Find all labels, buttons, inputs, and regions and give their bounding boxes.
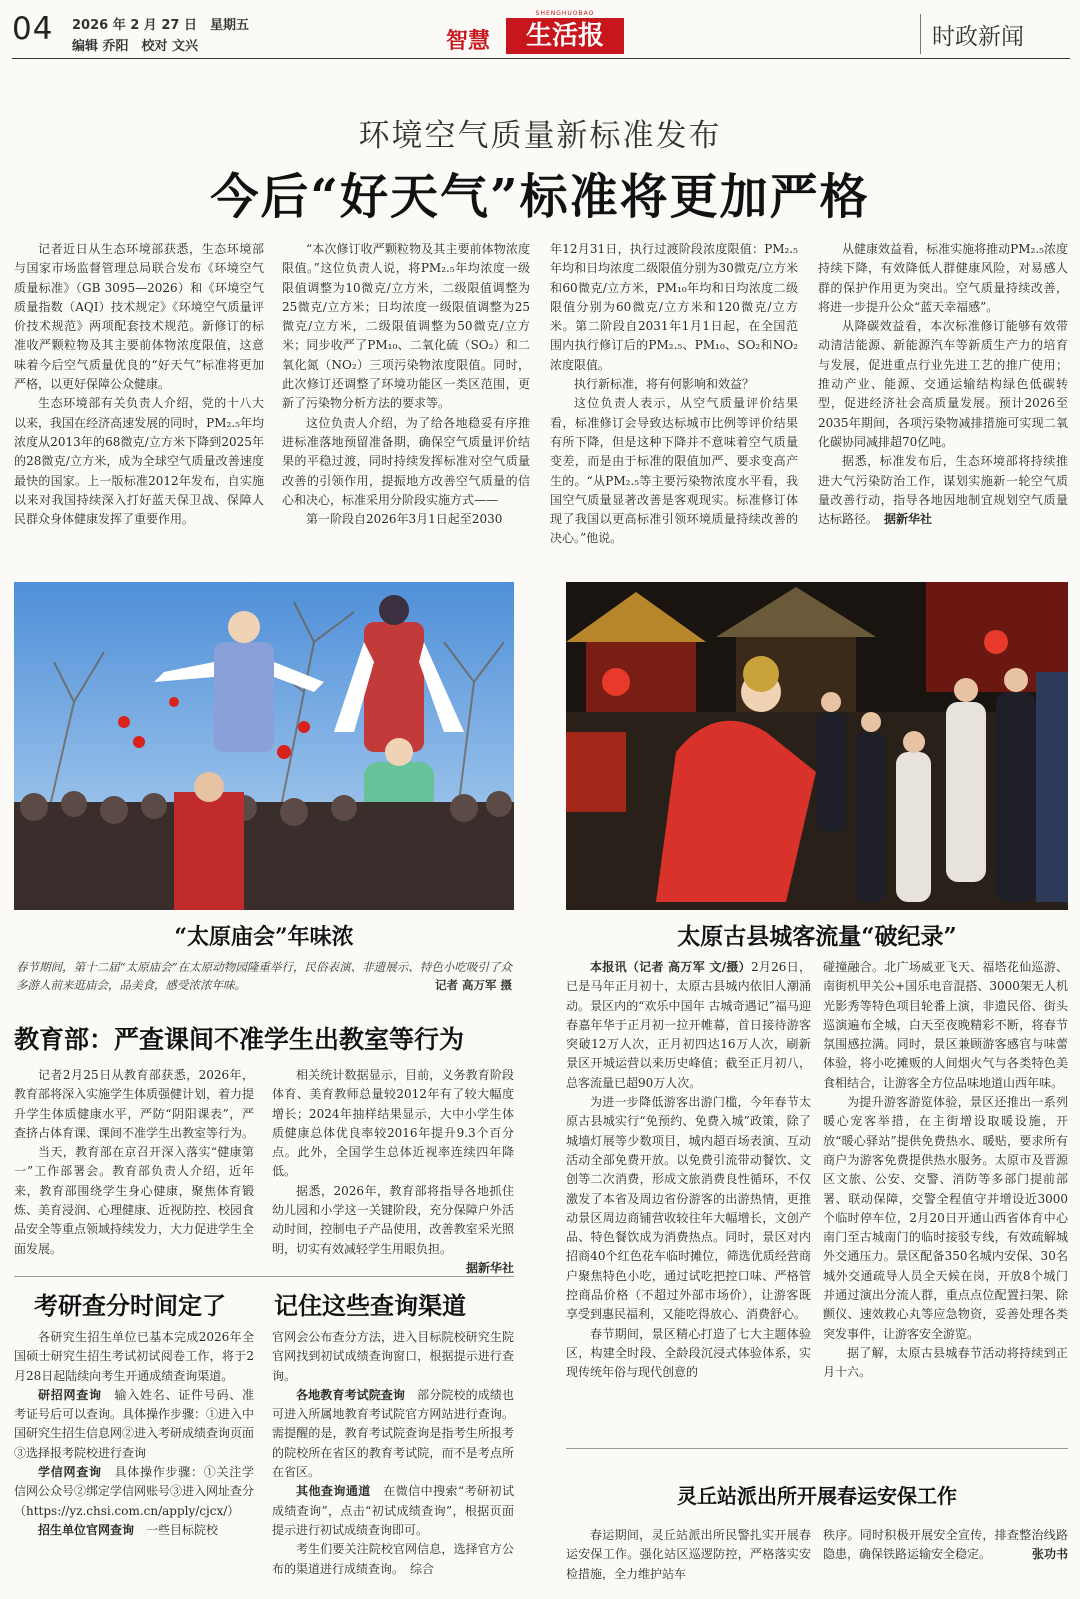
lingqiu-top-rule (566, 1448, 1068, 1449)
ancient-town-col1-p3: 春节期间，景区精心打造了七大主题体验区，构建全时段、全龄段沉浸式体验体系，实现传统年俗与现代创意的 (566, 1326, 811, 1380)
logo-subtitle: SHENGHUOBAO (535, 10, 595, 17)
kaoyan-col1-p4 (14, 1521, 254, 1540)
lead-source: 据新华社 (884, 512, 933, 527)
lead-col3-p3: 这位负责人表示，从空气质量评价结果看，标准修订会导致达标城市比例等评价结果有所下降，但是这种下降并不意味着空气质量变差，而是由于标准的限值加严、要求变高产生的。“从PM₂.₅等主要污染物浓度水平看，我国空气质量显著改善是客观现实。标准修订体现了我国以更高标准引领环境质量持续改善的决心。”他说。 (550, 396, 798, 546)
issue-editors: 编辑 乔阳 校对 文兴 (72, 39, 199, 54)
kaoyan-col1-p2-text: 输入姓名、证件号码、准考证号后可以查询。具体操作步骤：①进入中国研究生招生信息网②进入考研成绩查询页面③选择报考院校进行查询 (14, 1387, 255, 1460)
lingqiu-col1-text: 春运期间，灵丘站派出所民警扎实开展春运安保工作。强化站区巡逻防控，严格落实安检措施，全力维护站车 (566, 1528, 811, 1581)
kaoyan-col1-p3-text: 具体操作步骤：①关注学信网公众号②绑定学信网账号③进入网址查分（https://yz.chsi.com.cn/apply/cjcx/） (14, 1465, 255, 1518)
page-number: 04 (12, 11, 54, 47)
lead-col-2 (282, 240, 530, 558)
header-divider (920, 14, 921, 54)
lingqiu-author: 张功书 (1031, 1547, 1068, 1562)
kaoyan-col2-p3-lead: 其他查询通道 (296, 1484, 371, 1499)
education-col-2 (272, 1066, 514, 1275)
lead-col-3 (550, 240, 798, 558)
section-name: 时政新闻 (932, 24, 1024, 50)
kaoyan-col1-p3 (14, 1463, 254, 1521)
kaoyan-col-2 (272, 1328, 514, 1592)
ancient-town-col-2 (823, 958, 1068, 1434)
kaoyan-col1-p4-lead: 招生单位官网查询 (38, 1522, 135, 1537)
kaoyan-col-1 (14, 1328, 254, 1592)
lingqiu-col-2 (823, 1526, 1068, 1592)
kaoyan-col2-p2-text: 部分院校的成绩也可进入所属地教育考试院官方网站进行查询。需提醒的是，教育考试院查询是指考生所报考的院校所在省区的教育考试院，而不是考点所在省区。 (272, 1387, 514, 1480)
kaoyan-col1-p1-text: 各研究生招生单位已基本完成2026年全国硕士研究生招生考试初试阅卷工作，将于2月28日起陆续向考生开通成绩查询渠道。 (14, 1330, 254, 1383)
lead-col-4 (818, 240, 1068, 558)
education-headline: 教育部：严查课间不准学生出教室等行为 (14, 1025, 465, 1054)
kaoyan-top-rule (14, 1276, 514, 1277)
kaoyan-headline-left: 考研查分时间定了 (34, 1291, 226, 1320)
kaoyan-col2-p4 (272, 1540, 514, 1579)
kaoyan-col1-p4-text: 一些目标院校 (146, 1522, 219, 1537)
lead-col2-p1: “本次修订收严颗粒物及其主要前体物浓度限值。”这位负责人说，将PM₂.₅年均浓度一级限值调整为10微克/立方米，二级限值调整为25微克/立方米；日均浓度一级限值调整为25微克/立方米，二级限值调整为50微克/立方米；同步收严了PM₁₀、二氧化硫（SO₂）和二氧化氮（NO₂）三项污染物浓度限值。同时，此次修订还调整了环境功能区一类区范围，更新了污染物分析方法的要求等。 (282, 242, 530, 411)
lingqiu-col2-text: 秩序。同时积极开展安全宣传，排查整治线路隐患，确保铁路运输安全稳定。 (823, 1528, 1068, 1562)
ancient-town-col2-p1: 碰撞融合。北广场威亚飞天、福塔花仙巡游、南街机甲关公+国乐电音混搭、3000架无人机光影秀等特色项目轮番上演，非遗民俗、街头巡演遍布全城，白天至夜晚精彩不断，将春节氛围感拉满。同时，景区兼顾游客感官与味蕾体验，将小吃摊贩的人间烟火气与各类特色美食相结合，让游客全方位品味地道山西年味。 (823, 960, 1068, 1090)
kaoyan-col2-p4-text: 考生们要关注院校官网信息，选择官方公布的渠道进行成绩查询。 综合 (272, 1542, 514, 1576)
kaoyan-col1-p2-lead: 研招网查询 (38, 1387, 102, 1402)
education-col2-p1: 相关统计数据显示，目前，义务教育阶段体育、美育教师总量较2012年有了较大幅度增长；2024年抽样结果显示，大中小学生体质健康总体优良率较2016年提升9.3个百分点。此外，全国学生总体近视率连续四年降低。 (272, 1068, 514, 1179)
ancient-town-illustration (566, 582, 1068, 910)
kaoyan-col2-p2 (272, 1386, 514, 1482)
ancient-town-title: 太原古县城客流量“破纪录” (677, 923, 957, 950)
lead-col2-p2: 这位负责人介绍，为了给各地稳妥有序推进标准落地预留准备期，确保空气质量评价结果的平稳过渡，同时持续发挥标准对空气质量改善的引领作用，提振地方改善空气质量的信心和决心，标准采用分阶段实施方式—— (282, 415, 530, 507)
ancient-town-col1-p1-text: 2月26日，已是马年正月初十，太原古县城内依旧人潮涌动。景区内的“欢乐中国年 古城奇遇记”福马迎春嘉年华于正月初一拉开帷幕，首日接待游客突破12万人次，正月初四达16万人次，刷新景区开城运营以来历史峰值；截至正月初八，总客流量已超90万人次。 (566, 960, 811, 1090)
temple-fair-illustration (14, 582, 514, 910)
education-col1-p2: 当天，教育部在京召开深入落实“健康第一”工作部署会。教育部负责人介绍，近年来，教育部围绕学生身心健康，聚焦体育锻炼、美育浸润、心理健康、近视防控、校园食品安全等重点领域持续发力，大力促进学生全面发展。 (14, 1145, 255, 1256)
lingqiu-title: 灵丘站派出所开展春运安保工作 (677, 1484, 957, 1508)
kaoyan-col2-p2-lead: 各地教育考试院查询 (296, 1387, 406, 1402)
lead-col1-p1: 记者近日从生态环境部获悉，生态环境部与国家市场监督管理总局联合发布《环境空气质量标准》（GB 3095—2026）和《环境空气质量指数（AQI）技术规定》《环境空气质量评价技术规范》两项配套技术规范。新修订的标准收严颗粒物及其主要前体物浓度限值，这意味着今后空气质量优良的“好天气”标准将更加严格，以更好保障公众健康。 (14, 242, 264, 392)
lead-col-1 (14, 240, 264, 558)
education-source: 据新华社 (465, 1260, 514, 1275)
temple-fair-credit: 记者 高万军 摄 (434, 978, 512, 992)
ancient-town-photo (566, 582, 1068, 910)
lead-col2-p3: 第一阶段自2026年3月1日起至2030 (306, 512, 503, 527)
temple-fair-photo (14, 582, 514, 910)
ancient-town-col1-p2: 为进一步降低游客出游门槛，今年春节太原古县城实行“免预约、免费入城”政策，除了城墙灯展等少数项目，城内超百场表演、互动活动全部免费开放。以免费引流带动餐饮、文创等二次消费，形成文旅消费良性循环，不仅激发了本省及周边省份游客的出游热情，更推动景区周边商铺营收较往年大幅增长，文创产品、特色餐饮成为消费热点。同时，景区对内招商40个红色花车临时摊位，筛选优质经营商户聚焦特色小吃，通过试吃把控口味、严格管控商品价格（不超过外部市场价），让游客既享受到惠民福利，又能吃得放心、消费舒心。 (566, 1095, 811, 1322)
ancient-town-col2-p2: 为提升游客游览体验，景区还推出一系列暖心宠客举措，在主街增设取暖设施，开放“暖心驿站”提供免费热水、暖贴，要求所有商户为游客免费提供热水服务。太原市及晋源区文旅、公安、交警、消防等多部门提前部署、联动保障，交警全程值守并增设近3000个临时停车位，2月20日开通山西省体育中心南门至古城南门的临时接驳专线，有效疏解城外交通压力。景区配备350名城内安保、30名城外交通疏导人员全天候在岗，开放8个城门并通过演出分流人群，重点点位配置扫架、除颤仪、速效救心丸等应急物资，妥善处理各类突发事件，让游客安全游览。 (823, 1095, 1068, 1341)
kaoyan-col2-p1 (272, 1328, 514, 1386)
lead-col4-p1: 从健康效益看，标准实施将推动PM₂.₅浓度持续下降，有效降低人群健康风险，对易感人群的保护作用更为突出。空气质量持续改善，将进一步提升公众“蓝天幸福感”。 (818, 242, 1068, 314)
header-rule (12, 58, 1070, 59)
kaoyan-col1-p1 (14, 1328, 254, 1386)
kaoyan-headline-right: 记住这些查询渠道 (274, 1291, 466, 1320)
lead-col3-p1: 年12月31日，执行过渡阶段浓度限值：PM₂.₅年均和日均浓度二级限值分别为30微克/立方米和60微克/立方米，PM₁₀年均和日均浓度二级限值分别为60微克/立方米和120微克/立方米。第二阶段自2031年1月1日起，在全国范围内执行修订后的PM₂.₅、PM₁₀、SO₂和NO₂浓度限值。 (550, 242, 798, 372)
education-col-1 (14, 1066, 254, 1262)
masthead-logo (446, 10, 636, 56)
ancient-town-col-1 (566, 958, 811, 1434)
kaoyan-col2-p1-text: 官网会公布查分方法，进入目标院校研究生院官网找到初试成绩查询窗口，根据提示进行查询。 (272, 1330, 514, 1383)
lingqiu-col-1 (566, 1526, 811, 1592)
logo-prefix: 智慧 (446, 29, 491, 54)
lead-col4-p2: 从降碳效益看，本次标准修订能够有效带动清洁能源、新能源汽车等新质生产力的培育与发展，促进重点行业先进工艺的推广使用；推动产业、能源、交通运输结构绿色低碳转型，促进经济社会高质量发展。预计2026至2035年期间，各项污染物减排措施可实现二氧化碳协同减排超70亿吨。 (818, 319, 1068, 449)
kaoyan-col2-p3 (272, 1482, 514, 1540)
ancient-town-col1-p1 (566, 958, 811, 1093)
lead-col4-p3-text: 据悉，标准发布后，生态环境部将持续推进大气污染防治工作，谋划实施新一轮空气质量改善行动，指导各地因地制宜规划空气质量达标路径。 (818, 454, 1068, 527)
lead-col4-p3 (818, 452, 1068, 529)
logo-seal: 生活报 (506, 18, 624, 54)
education-col1-p1: 记者2月25日从教育部获悉，2026年，教育部将深入实施学生体质强健计划，着力提升学生体质健康水平，严防“阴阳课表”，严查挤占体育课、课间不准学生出教室等行为。 (14, 1068, 255, 1140)
education-col2-p2: 据悉，2026年，教育部将指导各地抓住幼儿园和小学这一关键阶段，充分保障户外活动时间，控制电子产品使用，改善教室采光照明，切实有效减轻学生用眼负担。 (272, 1183, 514, 1256)
kaoyan-col1-p3-lead: 学信网查询 (38, 1465, 102, 1480)
issue-date: 2026 年 2 月 27 日 星期五 (72, 18, 249, 33)
lead-col1-p2: 生态环境部有关负责人介绍，党的十八大以来，我国在经济高速发展的同时，PM₂.₅年均浓度从2013年的68微克/立方米下降到2025年的28微克/立方米，成为全球空气质量改善速度最快的国家。上一版标准2012年发布，自实施以来对我国持续深入打好蓝天保卫战、保障人民群众身体健康发挥了重要作用。 (14, 396, 264, 527)
kaoyan-col1-p2 (14, 1386, 254, 1463)
ancient-town-col1-p1-lead: 本报讯（记者 高万军 文/摄） (590, 960, 751, 974)
lead-kicker: 环境空气质量新标准发布 (358, 118, 722, 154)
temple-fair-caption: 春节期间，第十二届“太原庙会”在太原动物园隆重举行，民俗表演、非遗展示、特色小吃吸引了众多游人前来逛庙会，品美食，感受浓浓年味。 (16, 960, 512, 992)
lead-col3-p2: 执行新标准，将有何影响和效益？ (574, 377, 755, 392)
lingqiu-col2-p (823, 1526, 1068, 1565)
lead-headline: 今后“好天气”标准将更加严格 (210, 169, 870, 225)
temple-fair-caption-block (16, 958, 512, 994)
ancient-town-col2-p3: 据了解，太原古县城春节活动将持续到正月十六。 (823, 1345, 1068, 1380)
temple-fair-title: “太原庙会”年味浓 (174, 924, 354, 950)
kaoyan-col2-p3-text: 在微信中搜索“考研初试成绩查询”，点击“初试成绩查询”，根据页面提示进行初试成绩查询即可。 (272, 1484, 514, 1537)
